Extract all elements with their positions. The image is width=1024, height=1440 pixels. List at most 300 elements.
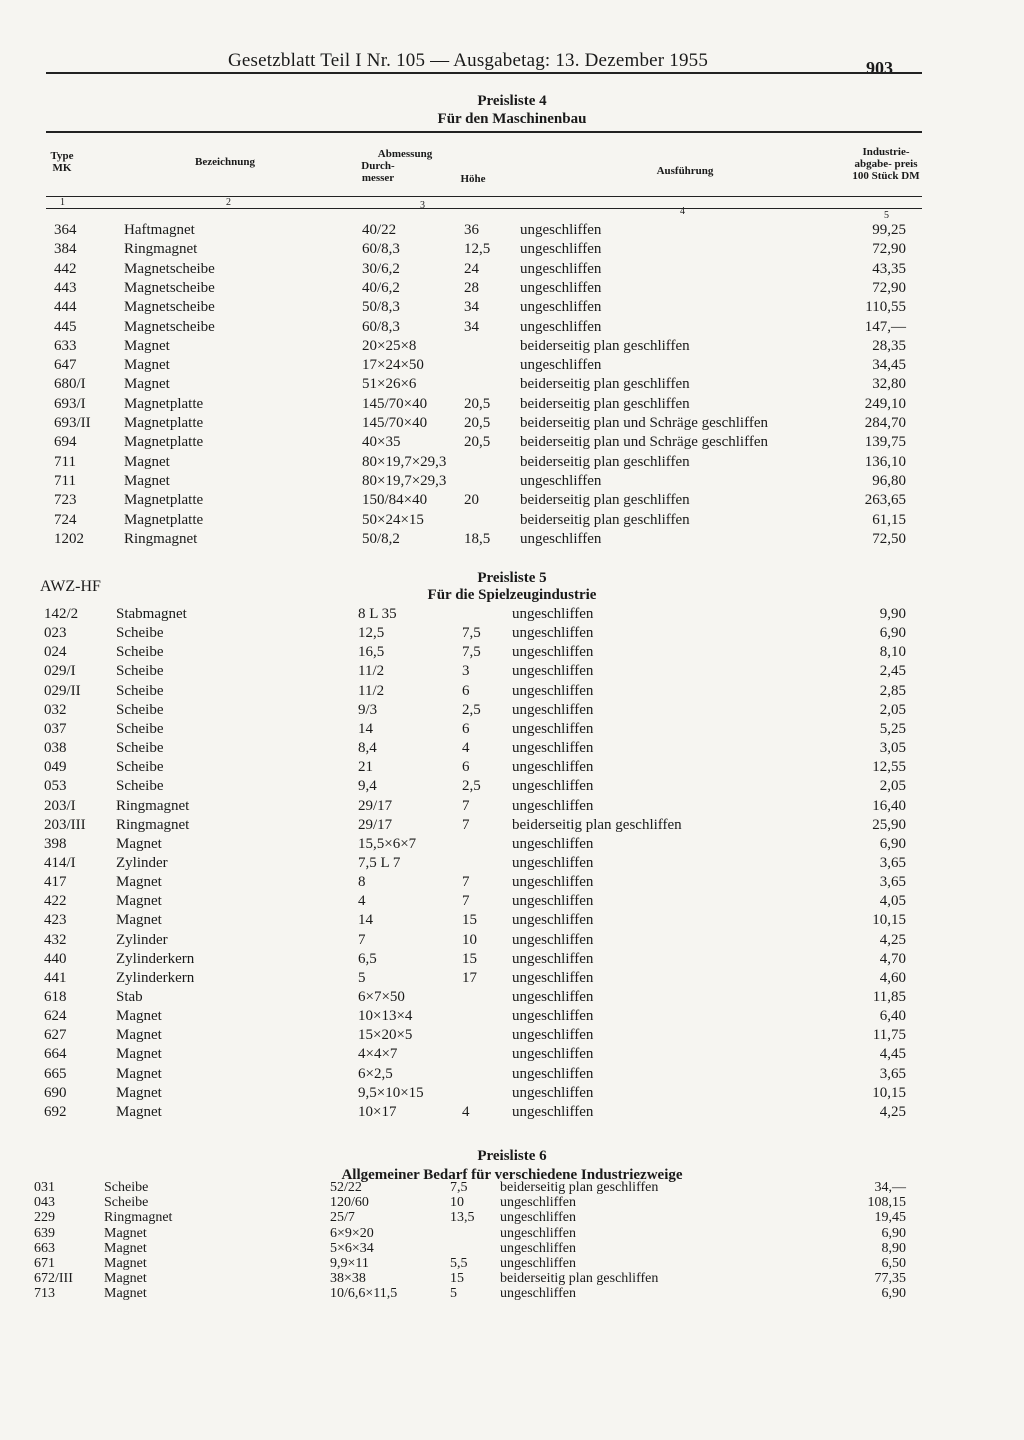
cell-hoehe: 20 <box>464 492 479 509</box>
cell-bezeichnung: Magnetplatte <box>124 434 204 451</box>
cell-preis: 34,— <box>874 1180 906 1195</box>
cell-ausfuehrung: ungeschliffen <box>512 854 594 871</box>
cell-preis: 99,25 <box>872 222 906 238</box>
cell-preis: 2,05 <box>879 778 906 795</box>
cell-hoehe: 4 <box>462 1103 470 1120</box>
cell-preis: 8,10 <box>879 644 906 661</box>
cell-durchmesser: 15×20×5 <box>358 1027 413 1044</box>
table-row <box>0 702 1024 721</box>
cell-preis: 3,65 <box>879 874 906 891</box>
cell-type: 663 <box>34 1240 55 1256</box>
cell-preis: 25,90 <box>872 816 906 833</box>
table-row <box>0 222 1024 241</box>
cell-ausfuehrung: ungeschliffen <box>512 682 594 699</box>
cell-type: 1202 <box>54 530 84 547</box>
cell-preis: 108,15 <box>867 1195 906 1211</box>
cell-type: 440 <box>44 950 67 967</box>
cell-preis: 147,— <box>864 318 906 335</box>
cell-ausfuehrung: ungeschliffen <box>500 1210 576 1226</box>
cell-bezeichnung: Magnetplatte <box>124 511 204 528</box>
cell-ausfuehrung: beiderseitig plan geschliffen <box>520 395 690 412</box>
cell-hoehe: 7 <box>462 797 470 814</box>
cell-durchmesser: 40/6,2 <box>362 279 400 296</box>
cell-bezeichnung: Magnet <box>116 835 162 852</box>
cell-ausfuehrung: ungeschliffen <box>512 720 594 737</box>
cell-durchmesser: 20×25×8 <box>362 337 417 354</box>
cell-ausfuehrung: ungeschliffen <box>512 950 594 967</box>
cell-hoehe: 15 <box>462 950 477 967</box>
table-row <box>0 1046 1024 1065</box>
cell-preis: 249,10 <box>864 395 906 412</box>
table-row <box>0 1085 1024 1104</box>
cell-durchmesser: 7,5 L 7 <box>358 854 401 871</box>
cell-bezeichnung: Magnet <box>124 337 170 354</box>
table-row <box>0 836 1024 855</box>
cell-ausfuehrung: ungeschliffen <box>520 279 602 296</box>
table-row <box>0 606 1024 625</box>
section-5-prefix: AWZ-HF <box>40 578 101 595</box>
cell-type: 693/I <box>54 395 86 412</box>
cell-durchmesser: 4×4×7 <box>358 1046 398 1063</box>
cell-type: 023 <box>44 625 67 642</box>
cell-bezeichnung: Scheibe <box>116 778 164 795</box>
cell-bezeichnung: Magnetscheibe <box>124 260 215 277</box>
cell-type: 029/II <box>44 682 81 699</box>
page-header-title: Gesetzblatt Teil I Nr. 105 — Ausgabetag: 13. Dezember 1955 <box>228 50 709 71</box>
cell-preis: 6,90 <box>881 1286 906 1302</box>
cell-durchmesser: 6×7×50 <box>358 989 405 1005</box>
col-number-5: 5 <box>884 210 889 221</box>
cell-bezeichnung: Magnet <box>116 1027 162 1044</box>
cell-bezeichnung: Magnet <box>124 453 170 470</box>
cell-bezeichnung: Magnet <box>116 1046 162 1063</box>
table-row <box>0 280 1024 299</box>
cell-durchmesser: 145/70×40 <box>362 395 428 412</box>
table-row <box>0 644 1024 663</box>
col-header-durchmesser: Durch- messer <box>361 160 395 184</box>
table-row <box>0 357 1024 376</box>
cell-type: 693/II <box>54 415 91 431</box>
cell-ausfuehrung: ungeschliffen <box>512 663 594 680</box>
table-row <box>0 970 1024 989</box>
cell-ausfuehrung: beiderseitig plan geschliffen <box>520 511 690 528</box>
cell-ausfuehrung: ungeschliffen <box>512 625 594 642</box>
cell-bezeichnung: Scheibe <box>116 663 164 680</box>
cell-type: 647 <box>54 357 77 374</box>
col-number-4: 4 <box>680 206 685 217</box>
col-header-hoehe: Höhe <box>460 173 486 185</box>
cell-bezeichnung: Magnet <box>124 357 170 374</box>
cell-ausfuehrung: beiderseitig plan geschliffen <box>520 337 690 354</box>
cell-hoehe: 2,5 <box>462 778 481 795</box>
cell-durchmesser: 52/22 <box>330 1180 362 1195</box>
cell-hoehe: 6 <box>462 682 470 699</box>
cell-bezeichnung: Zylinder <box>116 931 168 948</box>
cell-durchmesser: 10×17 <box>358 1103 397 1120</box>
cell-type: 203/I <box>44 797 76 814</box>
cell-preis: 72,50 <box>872 530 906 547</box>
table-row <box>0 376 1024 395</box>
cell-type: 627 <box>44 1027 67 1044</box>
cell-hoehe: 13,5 <box>450 1210 475 1226</box>
cell-ausfuehrung: ungeschliffen <box>512 778 594 795</box>
cell-type: 711 <box>54 453 76 470</box>
table-row <box>0 912 1024 931</box>
cell-type: 639 <box>34 1225 55 1241</box>
cell-bezeichnung: Scheibe <box>104 1180 149 1195</box>
cell-bezeichnung: Magnet <box>104 1286 147 1302</box>
cell-hoehe: 10 <box>450 1195 464 1211</box>
cell-hoehe: 7 <box>462 816 470 833</box>
cell-preis: 16,40 <box>872 797 906 814</box>
cell-preis: 4,25 <box>879 1103 906 1120</box>
cell-preis: 28,35 <box>872 337 906 354</box>
table-row <box>0 1008 1024 1027</box>
cell-hoehe: 34 <box>464 318 479 335</box>
cell-type: 624 <box>44 1008 67 1025</box>
cell-ausfuehrung: ungeschliffen <box>512 835 594 852</box>
cell-bezeichnung: Magnetscheibe <box>124 279 215 296</box>
cell-type: 443 <box>54 279 77 296</box>
cell-type: 032 <box>44 701 67 718</box>
cell-ausfuehrung: ungeschliffen <box>512 1046 594 1063</box>
cell-bezeichnung: Ringmagnet <box>116 816 190 833</box>
cell-durchmesser: 11/2 <box>358 682 385 699</box>
table-row <box>0 778 1024 797</box>
cell-type: 398 <box>44 835 67 852</box>
cell-bezeichnung: Stabmagnet <box>116 606 187 622</box>
col-header-preis: Industrie- abgabe- preis 100 Stück DM <box>852 146 920 182</box>
cell-bezeichnung: Scheibe <box>104 1195 149 1211</box>
table-row <box>0 817 1024 836</box>
cell-preis: 11,85 <box>872 989 906 1005</box>
cell-hoehe: 5 <box>450 1286 457 1302</box>
cell-durchmesser: 9/3 <box>358 701 378 718</box>
cell-type: 031 <box>34 1180 55 1195</box>
cell-durchmesser: 38×38 <box>330 1271 366 1287</box>
cell-bezeichnung: Magnet <box>104 1271 147 1287</box>
cell-type: 364 <box>54 222 77 238</box>
cell-durchmesser: 50/8,2 <box>362 530 400 547</box>
cell-durchmesser: 6×2,5 <box>358 1065 393 1082</box>
cell-preis: 6,90 <box>881 1225 906 1241</box>
page-number: 903 <box>866 58 893 78</box>
cell-type: 692 <box>44 1103 67 1120</box>
cell-bezeichnung: Magnet <box>104 1256 147 1271</box>
cell-preis: 110,55 <box>865 299 906 316</box>
table-row <box>0 454 1024 473</box>
cell-bezeichnung: Scheibe <box>116 740 164 757</box>
cell-ausfuehrung: ungeschliffen <box>512 797 594 814</box>
cell-durchmesser: 9,9×11 <box>330 1256 369 1271</box>
cell-ausfuehrung: beiderseitig plan geschliffen <box>520 492 690 509</box>
cell-bezeichnung: Zylinder <box>116 854 168 871</box>
cell-ausfuehrung: ungeschliffen <box>512 606 594 622</box>
cell-durchmesser: 60/8,3 <box>362 318 400 335</box>
cell-preis: 9,90 <box>879 606 906 622</box>
table-row <box>0 1066 1024 1085</box>
cell-durchmesser: 5 <box>358 969 366 986</box>
cell-hoehe: 5,5 <box>450 1256 468 1271</box>
cell-ausfuehrung: ungeschliffen <box>500 1195 576 1211</box>
cell-type: 417 <box>44 874 67 891</box>
cell-bezeichnung: Magnet <box>116 874 162 891</box>
cell-type: 043 <box>34 1195 55 1211</box>
cell-hoehe: 20,5 <box>464 434 491 451</box>
cell-durchmesser: 51×26×6 <box>362 376 417 393</box>
cell-bezeichnung: Scheibe <box>116 644 164 661</box>
cell-preis: 136,10 <box>864 453 906 470</box>
cell-hoehe: 6 <box>462 720 470 737</box>
cell-ausfuehrung: ungeschliffen <box>520 472 602 489</box>
col-header-ausfuehrung: Ausführung <box>656 165 714 177</box>
cell-type: 441 <box>44 969 67 986</box>
table-row <box>0 396 1024 415</box>
cell-bezeichnung: Magnetplatte <box>124 492 204 509</box>
table-row <box>0 492 1024 511</box>
cell-type: 049 <box>44 759 67 776</box>
cell-bezeichnung: Magnet <box>124 472 170 489</box>
cell-durchmesser: 14 <box>358 720 373 737</box>
cell-durchmesser: 150/84×40 <box>362 492 428 509</box>
cell-durchmesser: 21 <box>358 759 373 776</box>
cell-preis: 8,90 <box>881 1240 906 1256</box>
cell-type: 444 <box>54 299 77 316</box>
cell-type: 665 <box>44 1065 67 1082</box>
cell-preis: 6,90 <box>879 625 906 642</box>
cell-type: 711 <box>54 472 76 489</box>
cell-type: 229 <box>34 1210 55 1226</box>
cell-type: 037 <box>44 720 67 737</box>
cell-ausfuehrung: ungeschliffen <box>500 1225 576 1241</box>
cell-ausfuehrung: ungeschliffen <box>520 318 602 335</box>
table-row <box>0 512 1024 531</box>
cell-durchmesser: 9,5×10×15 <box>358 1084 424 1101</box>
table-row <box>0 261 1024 280</box>
table-row <box>0 855 1024 874</box>
cell-durchmesser: 14 <box>358 912 373 929</box>
cell-bezeichnung: Magnet <box>116 1084 162 1101</box>
cell-preis: 12,55 <box>872 759 906 776</box>
col-number-1: 1 <box>60 197 65 208</box>
cell-preis: 32,80 <box>872 376 906 393</box>
table-row <box>0 683 1024 702</box>
table-row <box>0 932 1024 951</box>
cell-type: 423 <box>44 912 67 929</box>
table-top-rule <box>46 131 922 133</box>
section-6-subtitle: Allgemeiner Bedarf für verschiedene Industriezweige <box>341 1167 683 1183</box>
cell-preis: 19,45 <box>874 1210 906 1226</box>
cell-bezeichnung: Scheibe <box>116 720 164 737</box>
table-row <box>0 531 1024 550</box>
cell-type: 672/III <box>34 1271 73 1287</box>
header-rule <box>46 72 922 74</box>
col-header-abmessung: Abmessung <box>377 148 433 160</box>
cell-type: 422 <box>44 893 67 910</box>
cell-preis: 61,15 <box>872 511 906 528</box>
cell-type: 203/III <box>44 816 86 833</box>
cell-ausfuehrung: ungeschliffen <box>520 357 602 374</box>
cell-type: 713 <box>34 1286 55 1302</box>
cell-ausfuehrung: ungeschliffen <box>512 1065 594 1082</box>
cell-durchmesser: 8,4 <box>358 740 377 757</box>
cell-type: 633 <box>54 337 77 354</box>
cell-hoehe: 7 <box>462 893 470 910</box>
cell-preis: 2,45 <box>879 663 906 680</box>
cell-type: 694 <box>54 434 77 451</box>
cell-durchmesser: 17×24×50 <box>362 357 424 374</box>
cell-ausfuehrung: ungeschliffen <box>520 222 602 238</box>
cell-type: 680/I <box>54 376 86 393</box>
cell-preis: 96,80 <box>872 472 906 489</box>
table-row <box>0 759 1024 778</box>
cell-type: 723 <box>54 492 77 509</box>
section-5-subtitle: Für die Spielzeugindustrie <box>427 587 597 603</box>
cell-preis: 284,70 <box>864 415 906 431</box>
cell-bezeichnung: Magnet <box>124 376 170 393</box>
cell-preis: 3,05 <box>879 740 906 757</box>
cell-bezeichnung: Magnetscheibe <box>124 299 215 316</box>
cell-preis: 4,70 <box>879 950 906 967</box>
cell-durchmesser: 50/8,3 <box>362 299 400 316</box>
cell-ausfuehrung: ungeschliffen <box>512 759 594 776</box>
cell-hoehe: 20,5 <box>464 415 491 431</box>
cell-durchmesser: 6×9×20 <box>330 1225 374 1241</box>
cell-hoehe: 36 <box>464 222 479 238</box>
cell-hoehe: 12,5 <box>464 241 491 258</box>
cell-durchmesser: 6,5 <box>358 950 377 967</box>
cell-type: 618 <box>44 989 67 1005</box>
cell-preis: 11,75 <box>872 1027 906 1044</box>
cell-bezeichnung: Scheibe <box>116 682 164 699</box>
cell-ausfuehrung: ungeschliffen <box>512 644 594 661</box>
cell-ausfuehrung: ungeschliffen <box>500 1240 576 1256</box>
cell-preis: 34,45 <box>872 357 906 374</box>
cell-hoehe: 20,5 <box>464 395 491 412</box>
cell-hoehe: 4 <box>462 740 470 757</box>
cell-type: 442 <box>54 260 77 277</box>
table-row <box>0 989 1024 1008</box>
cell-type: 445 <box>54 318 77 335</box>
cell-durchmesser: 15,5×6×7 <box>358 835 417 852</box>
cell-bezeichnung: Ringmagnet <box>124 530 198 547</box>
cell-ausfuehrung: beiderseitig plan geschliffen <box>500 1271 659 1287</box>
cell-ausfuehrung: beiderseitig plan geschliffen <box>520 453 690 470</box>
cell-type: 432 <box>44 931 67 948</box>
header-rule-2 <box>46 208 922 209</box>
section-4-subtitle: Für den Maschinenbau <box>437 111 587 127</box>
cell-bezeichnung: Magnet <box>116 912 162 929</box>
cell-bezeichnung: Magnet <box>116 1065 162 1082</box>
cell-bezeichnung: Scheibe <box>116 701 164 718</box>
cell-type: 038 <box>44 740 67 757</box>
cell-preis: 10,15 <box>872 912 906 929</box>
cell-durchmesser: 145/70×40 <box>362 415 428 431</box>
cell-preis: 77,35 <box>874 1271 906 1287</box>
cell-bezeichnung: Ringmagnet <box>116 797 190 814</box>
cell-hoehe: 24 <box>464 260 479 277</box>
cell-type: 664 <box>44 1046 67 1063</box>
cell-preis: 6,40 <box>879 1008 906 1025</box>
table-row <box>0 299 1024 318</box>
cell-ausfuehrung: ungeschliffen <box>512 1103 594 1120</box>
section-5-title: Preisliste 5 <box>477 570 547 586</box>
cell-durchmesser: 12,5 <box>358 625 385 642</box>
cell-durchmesser: 40/22 <box>362 222 397 238</box>
col-header-bezeichnung: Bezeichnung <box>195 156 255 168</box>
cell-hoehe: 15 <box>450 1271 464 1287</box>
cell-durchmesser: 40×35 <box>362 434 401 451</box>
cell-type: 053 <box>44 778 67 795</box>
cell-durchmesser: 10/6,6×11,5 <box>330 1286 398 1302</box>
cell-preis: 4,25 <box>879 931 906 948</box>
table-row <box>0 473 1024 492</box>
cell-bezeichnung: Ringmagnet <box>124 241 198 258</box>
cell-durchmesser: 7 <box>358 931 366 948</box>
cell-bezeichnung: Scheibe <box>116 625 164 642</box>
cell-durchmesser: 8 <box>358 874 366 891</box>
cell-type: 671 <box>34 1256 55 1271</box>
table-row <box>0 798 1024 817</box>
cell-preis: 4,45 <box>879 1046 906 1063</box>
cell-ausfuehrung: beiderseitig plan und Schräge geschliffen <box>520 415 768 431</box>
cell-hoehe: 10 <box>462 931 477 948</box>
cell-preis: 72,90 <box>872 241 906 258</box>
cell-durchmesser: 120/60 <box>330 1195 369 1211</box>
cell-ausfuehrung: ungeschliffen <box>512 1027 594 1044</box>
table-row <box>0 415 1024 434</box>
cell-durchmesser: 80×19,7×29,3 <box>362 453 447 470</box>
cell-hoehe: 28 <box>464 279 479 296</box>
cell-preis: 2,85 <box>879 682 906 699</box>
col-header-type: Type MK <box>50 150 74 174</box>
cell-type: 024 <box>44 644 67 661</box>
cell-bezeichnung: Zylinderkern <box>116 950 195 967</box>
cell-durchmesser: 8 L 35 <box>358 606 397 622</box>
cell-bezeichnung: Magnet <box>116 1103 162 1120</box>
cell-ausfuehrung: beiderseitig plan geschliffen <box>520 376 690 393</box>
cell-preis: 10,15 <box>872 1084 906 1101</box>
cell-durchmesser: 29/17 <box>358 816 393 833</box>
table-row <box>0 893 1024 912</box>
cell-type: 142/2 <box>44 606 79 622</box>
cell-ausfuehrung: ungeschliffen <box>520 530 602 547</box>
cell-ausfuehrung: ungeschliffen <box>512 740 594 757</box>
table-row <box>0 740 1024 759</box>
cell-bezeichnung: Scheibe <box>116 759 164 776</box>
table-row <box>0 1286 1024 1305</box>
cell-bezeichnung: Magnet <box>116 1008 162 1025</box>
cell-ausfuehrung: ungeschliffen <box>512 874 594 891</box>
cell-durchmesser: 80×19,7×29,3 <box>362 472 447 489</box>
section-6-title: Preisliste 6 <box>477 1148 547 1164</box>
table-row <box>0 241 1024 260</box>
cell-ausfuehrung: ungeschliffen <box>500 1286 576 1302</box>
cell-bezeichnung: Ringmagnet <box>104 1210 173 1226</box>
table-row <box>0 338 1024 357</box>
cell-ausfuehrung: beiderseitig plan und Schräge geschliffen <box>520 434 768 451</box>
cell-preis: 139,75 <box>864 434 906 451</box>
cell-type: 384 <box>54 241 77 258</box>
cell-ausfuehrung: ungeschliffen <box>512 931 594 948</box>
cell-bezeichnung: Haftmagnet <box>124 222 195 238</box>
cell-bezeichnung: Stab <box>116 989 143 1005</box>
cell-hoehe: 7 <box>462 874 470 891</box>
cell-preis: 4,60 <box>879 969 906 986</box>
table-row <box>0 1027 1024 1046</box>
cell-hoehe: 34 <box>464 299 479 316</box>
cell-hoehe: 7,5 <box>462 625 481 642</box>
